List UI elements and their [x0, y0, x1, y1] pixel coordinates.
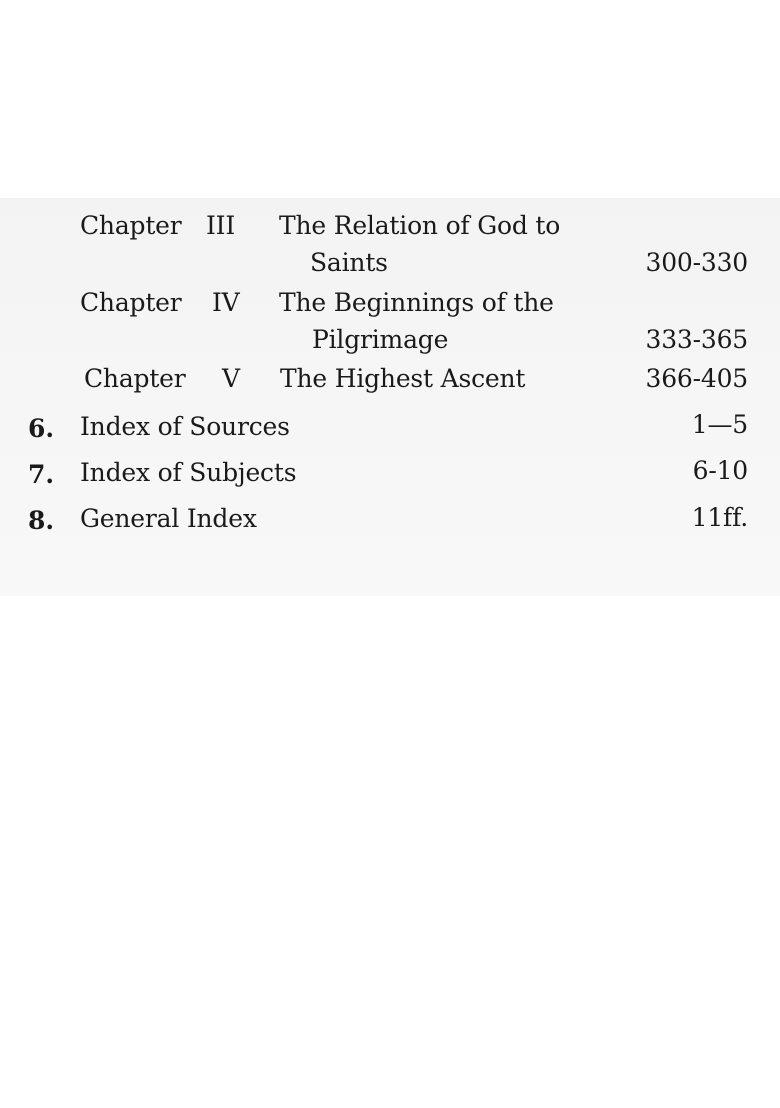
chapter-numeral: III [206, 211, 236, 240]
chapter-title-line1: The Relation of God to [279, 211, 561, 240]
section-pages: 11ff. [691, 503, 748, 532]
chapter-title-line2: Saints [310, 248, 388, 277]
section-pages: 1—5 [691, 410, 748, 439]
section-title: General Index [80, 504, 257, 533]
chapter-title-line1: The Beginnings of the [279, 288, 554, 317]
chapter-numeral: IV [212, 288, 240, 317]
chapter-label: Chapter [84, 364, 186, 393]
chapter-pages: 300-330 [645, 248, 748, 277]
section-number: 7. [28, 460, 55, 489]
chapter-pages: 333-365 [645, 325, 748, 354]
chapter-title-line2: Pilgrimage [312, 325, 449, 354]
section-pages: 6-10 [692, 456, 748, 485]
section-number: 8. [28, 506, 55, 535]
chapter-label: Chapter [80, 288, 182, 317]
chapter-label: Chapter [80, 211, 182, 240]
section-title: Index of Subjects [80, 458, 297, 487]
chapter-title-line1: The Highest Ascent [280, 364, 526, 393]
section-number: 6. [28, 414, 55, 443]
chapter-numeral: V [222, 364, 240, 393]
chapter-pages: 366-405 [645, 364, 748, 393]
section-title: Index of Sources [80, 412, 290, 441]
